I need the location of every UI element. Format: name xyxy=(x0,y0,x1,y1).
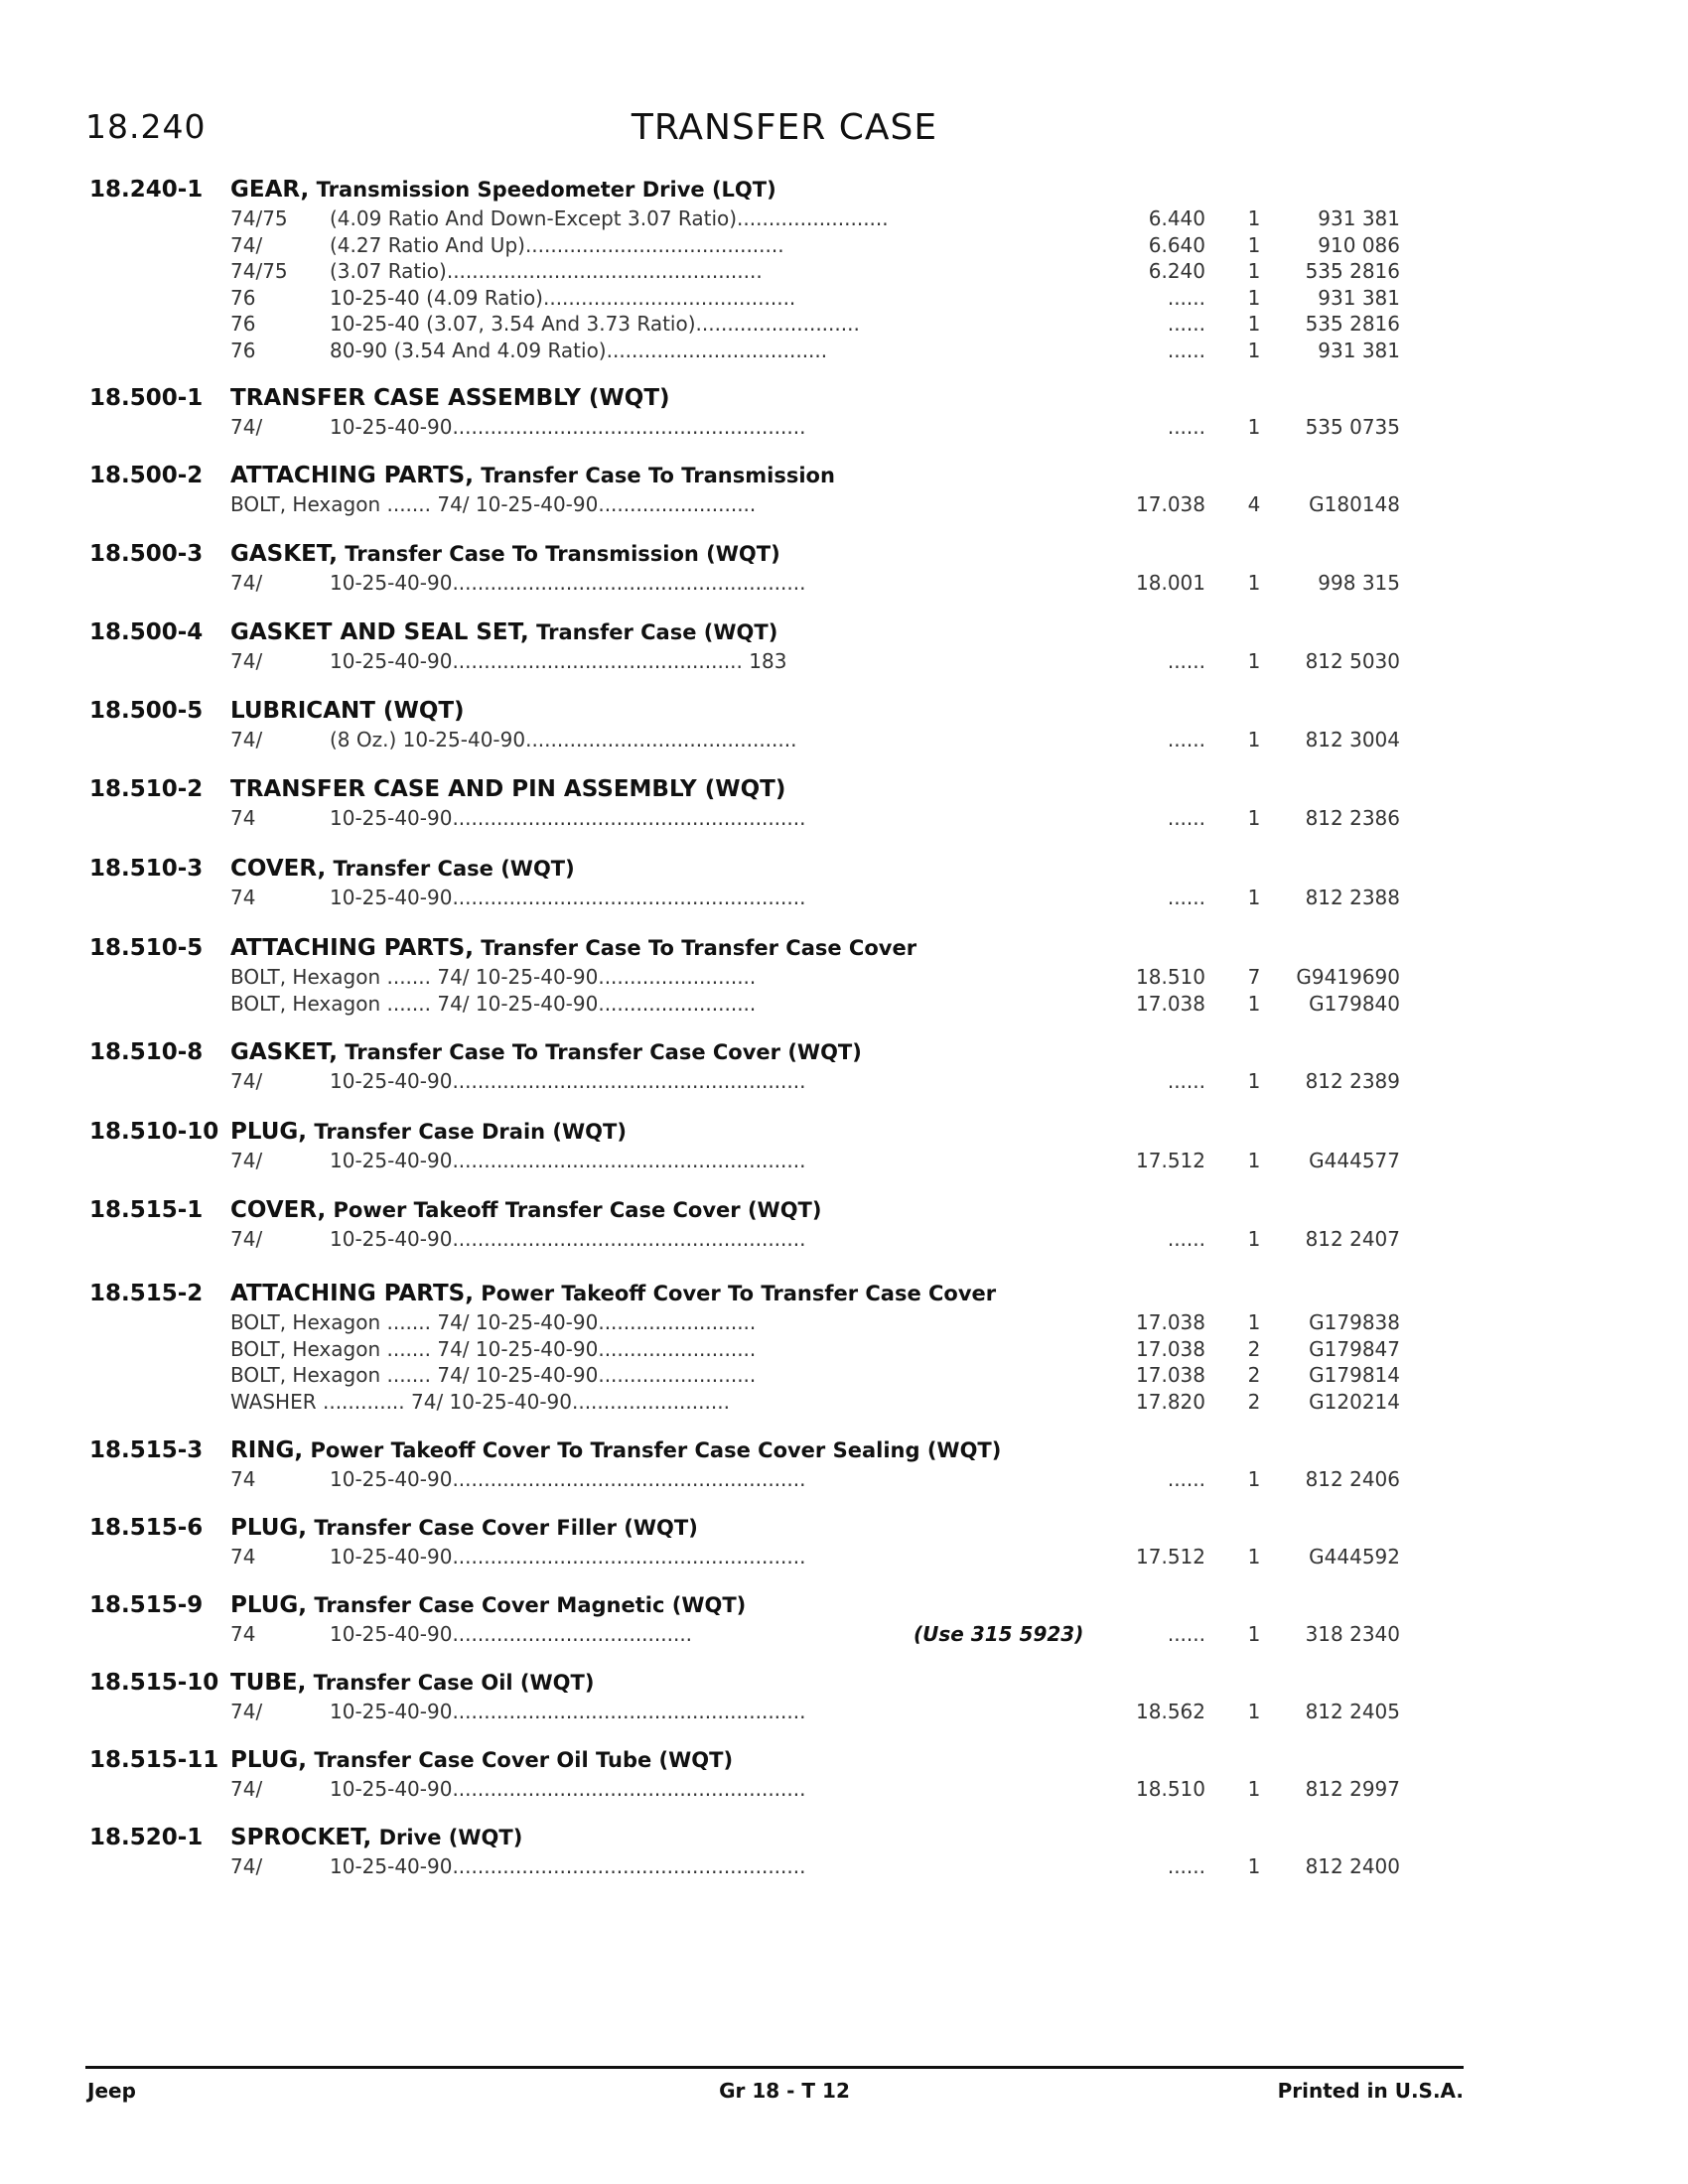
table-row xyxy=(0,233,1489,260)
quantity: 1 xyxy=(1247,1227,1261,1251)
table-row xyxy=(0,312,1489,339)
quantity: 1 xyxy=(1247,806,1261,830)
model-years: 74/75 xyxy=(230,259,288,283)
quantity: 1 xyxy=(1247,1622,1261,1646)
part-number: 931 381 xyxy=(1318,206,1400,230)
part-name: ATTACHING PARTS, xyxy=(230,463,474,488)
quantity: 1 xyxy=(1247,1700,1261,1723)
group-number: 17.038 xyxy=(1136,1336,1205,1361)
table-row xyxy=(0,649,1489,676)
part-number-ref: 18.515-1 xyxy=(89,1197,204,1223)
model-years: 74/ xyxy=(230,728,263,751)
part-number: 318 2340 xyxy=(1305,1622,1400,1646)
table-row xyxy=(0,1310,1489,1337)
footer-page-ref: Gr 18 - T 12 xyxy=(719,2079,850,2103)
part-number-ref: 18.510-3 xyxy=(89,856,204,882)
application-desc: 10-25-40-90........................................................ xyxy=(330,571,806,595)
part-description: Power Takeoff Transfer Case Cover (WQT) xyxy=(333,1198,822,1222)
table-row xyxy=(0,1777,1489,1804)
model-years: 74 xyxy=(230,806,256,830)
table-row xyxy=(0,206,1489,233)
part-title xyxy=(230,1747,733,1773)
footer-printed: Printed in U.S.A. xyxy=(1277,2079,1464,2103)
part-number-ref: 18.515-3 xyxy=(89,1437,204,1463)
model-years: 74/ xyxy=(230,571,263,595)
part-number: G444592 xyxy=(1309,1545,1400,1569)
application-desc: 10-25-40-90........................................................ xyxy=(330,886,806,909)
application-desc: (3.07 Ratio).................................................. xyxy=(330,259,763,283)
part-number-ref: 18.510-10 xyxy=(89,1119,219,1145)
application-desc: 10-25-40-90........................................................ xyxy=(330,1227,806,1251)
part-number-ref: 18.520-1 xyxy=(89,1825,204,1850)
part-description: Transfer Case To Transmission xyxy=(481,464,835,487)
part-title xyxy=(230,1592,746,1618)
part-number: 812 2386 xyxy=(1305,806,1400,830)
part-number-ref: 18.500-4 xyxy=(89,619,204,645)
model-years: 76 xyxy=(230,285,256,310)
part-name: GASKET AND SEAL SET, xyxy=(230,619,529,645)
part-number: 910 086 xyxy=(1318,232,1400,257)
part-name: ATTACHING PARTS, xyxy=(230,935,474,961)
part-number-ref: 18.510-2 xyxy=(89,776,204,802)
application-desc: 10-25-40-90........................................................ xyxy=(330,415,806,439)
table-row xyxy=(0,992,1489,1019)
model-years: 76 xyxy=(230,312,256,336)
model-years: 74/ xyxy=(230,1854,263,1878)
table-row xyxy=(0,1069,1489,1096)
quantity: 7 xyxy=(1247,965,1261,989)
group-number: 18.510 xyxy=(1136,965,1205,989)
group-number: ...... xyxy=(1167,806,1205,830)
part-number-ref: 18.515-9 xyxy=(89,1592,204,1618)
part-name: COVER, xyxy=(230,1197,327,1223)
part-number: G179838 xyxy=(1309,1310,1400,1334)
quantity: 1 xyxy=(1247,1149,1261,1172)
page-title: TRANSFER CASE xyxy=(631,107,938,148)
application-desc: WASHER ............. 74/ 10-25-40-90......................... xyxy=(230,1389,730,1414)
footer-brand: Jeep xyxy=(87,2079,136,2103)
application-desc: BOLT, Hexagon ....... 74/ 10-25-40-90......................... xyxy=(230,1336,757,1361)
part-title xyxy=(230,177,776,203)
model-years: 74/ xyxy=(230,1069,263,1093)
quantity: 1 xyxy=(1247,1310,1261,1334)
model-years: 74/ xyxy=(230,232,263,257)
group-number: ...... xyxy=(1167,338,1205,362)
quantity: 1 xyxy=(1247,1854,1261,1878)
table-row xyxy=(0,1337,1489,1364)
part-description: Transfer Case To Transfer Case Cover (WQT) xyxy=(345,1040,862,1064)
part-title xyxy=(230,1281,996,1306)
model-years: 74/ xyxy=(230,415,263,439)
quantity: 1 xyxy=(1247,206,1261,230)
group-number: ...... xyxy=(1167,415,1205,439)
table-row xyxy=(0,1622,1489,1649)
table-row xyxy=(0,571,1489,598)
quantity: 1 xyxy=(1247,1467,1261,1491)
application-desc: BOLT, Hexagon ....... 74/ 10-25-40-90......................... xyxy=(230,492,757,516)
part-number-ref: 18.510-5 xyxy=(89,935,204,961)
part-number-ref: 18.515-11 xyxy=(89,1747,219,1773)
part-title xyxy=(230,1437,1001,1463)
part-name: GEAR, xyxy=(230,177,310,203)
part-name: TRANSFER CASE ASSEMBLY (WQT) xyxy=(230,385,670,411)
part-description: Transfer Case To Transfer Case Cover xyxy=(481,936,917,960)
quantity: 1 xyxy=(1247,1545,1261,1569)
part-number: 812 2407 xyxy=(1305,1227,1400,1251)
quantity: 1 xyxy=(1247,1069,1261,1093)
part-name: COVER, xyxy=(230,856,327,882)
quantity: 2 xyxy=(1247,1336,1261,1361)
table-row xyxy=(0,728,1489,754)
part-number: G179840 xyxy=(1309,991,1400,1016)
part-title xyxy=(230,776,785,802)
part-number: 812 2406 xyxy=(1305,1467,1400,1491)
model-years: 74/ xyxy=(230,1777,263,1801)
part-name: PLUG, xyxy=(230,1747,307,1773)
table-row xyxy=(0,1854,1489,1881)
quantity: 1 xyxy=(1247,285,1261,310)
group-number: ...... xyxy=(1167,1069,1205,1093)
part-number-ref: 18.515-10 xyxy=(89,1670,219,1696)
group-number: 6.640 xyxy=(1148,232,1205,257)
part-name: RING, xyxy=(230,1437,304,1463)
model-years: 74/ xyxy=(230,649,263,673)
part-title xyxy=(230,1515,698,1541)
part-number: 812 2405 xyxy=(1305,1700,1400,1723)
part-title xyxy=(230,935,916,961)
part-description: Drive (WQT) xyxy=(378,1826,523,1849)
use-reference: (Use 315 5923) xyxy=(914,1622,1084,1646)
part-title xyxy=(230,1825,522,1850)
part-description: Transfer Case Drain (WQT) xyxy=(314,1120,627,1144)
part-number-ref: 18.500-2 xyxy=(89,463,204,488)
part-title xyxy=(230,1197,821,1223)
table-row xyxy=(0,1363,1489,1390)
quantity: 1 xyxy=(1247,338,1261,362)
part-name: GASKET, xyxy=(230,1039,338,1065)
quantity: 1 xyxy=(1247,649,1261,673)
model-years: 74/ xyxy=(230,1149,263,1172)
part-number: G120214 xyxy=(1309,1389,1400,1414)
part-number: 535 0735 xyxy=(1305,415,1400,439)
quantity: 1 xyxy=(1247,571,1261,595)
part-name: PLUG, xyxy=(230,1515,307,1541)
part-number-ref: 18.515-2 xyxy=(89,1281,204,1306)
part-description: Transfer Case To Transmission (WQT) xyxy=(345,542,780,566)
quantity: 1 xyxy=(1247,312,1261,336)
table-row xyxy=(0,286,1489,313)
group-number: 18.510 xyxy=(1136,1777,1205,1801)
group-number: 17.512 xyxy=(1136,1149,1205,1172)
group-number: ...... xyxy=(1167,1227,1205,1251)
table-row xyxy=(0,1227,1489,1254)
table-row xyxy=(0,1149,1489,1175)
table-row xyxy=(0,1390,1489,1417)
part-number: 812 2389 xyxy=(1305,1069,1400,1093)
application-desc: BOLT, Hexagon ....... 74/ 10-25-40-90......................... xyxy=(230,965,757,989)
table-row xyxy=(0,965,1489,992)
group-number: ...... xyxy=(1167,1622,1205,1646)
application-desc: 10-25-40-90........................................................ xyxy=(330,1149,806,1172)
part-number: 812 2388 xyxy=(1305,886,1400,909)
quantity: 2 xyxy=(1247,1363,1261,1387)
part-name: PLUG, xyxy=(230,1119,307,1145)
application-desc: 10-25-40-90.............................................. 183 xyxy=(330,649,787,673)
part-number: 535 2816 xyxy=(1305,259,1400,283)
application-desc: 80-90 (3.54 And 4.09 Ratio)................................... xyxy=(330,338,828,362)
part-number: 812 2997 xyxy=(1305,1777,1400,1801)
part-number: 931 381 xyxy=(1318,338,1400,362)
table-row xyxy=(0,886,1489,912)
part-number: 812 2400 xyxy=(1305,1854,1400,1878)
section-number: 18.240 xyxy=(85,107,207,146)
application-desc: 10-25-40-90........................................................ xyxy=(330,1545,806,1569)
group-number: ...... xyxy=(1167,285,1205,310)
part-number: G444577 xyxy=(1309,1149,1400,1172)
application-desc: 10-25-40-90........................................................ xyxy=(330,1467,806,1491)
part-number-ref: 18.500-5 xyxy=(89,698,204,724)
model-years: 74 xyxy=(230,1622,256,1646)
group-number: 6.240 xyxy=(1148,259,1205,283)
part-number: 998 315 xyxy=(1318,571,1400,595)
quantity: 1 xyxy=(1247,232,1261,257)
part-number: 812 3004 xyxy=(1305,728,1400,751)
group-number: ...... xyxy=(1167,312,1205,336)
group-number: ...... xyxy=(1167,1467,1205,1491)
application-desc: BOLT, Hexagon ....... 74/ 10-25-40-90......................... xyxy=(230,1310,757,1334)
model-years: 74/ xyxy=(230,1227,263,1251)
part-title xyxy=(230,619,777,645)
application-desc: 10-25-40-90........................................................ xyxy=(330,1777,806,1801)
model-years: 74 xyxy=(230,886,256,909)
group-number: ...... xyxy=(1167,886,1205,909)
application-desc: (4.27 Ratio And Up)......................................... xyxy=(330,232,784,257)
part-name: SPROCKET, xyxy=(230,1825,372,1850)
part-name: TUBE, xyxy=(230,1670,307,1696)
part-number: G179814 xyxy=(1309,1363,1400,1387)
part-description: Power Takeoff Cover To Transfer Case Cover xyxy=(481,1282,997,1305)
group-number: 18.001 xyxy=(1136,571,1205,595)
application-desc: 10-25-40-90........................................................ xyxy=(330,806,806,830)
model-years: 74 xyxy=(230,1545,256,1569)
quantity: 1 xyxy=(1247,1777,1261,1801)
table-row xyxy=(0,1545,1489,1571)
part-description: Transfer Case Cover Magnetic (WQT) xyxy=(314,1593,747,1617)
part-description: Power Takeoff Cover To Transfer Case Cover Sealing (WQT) xyxy=(310,1438,1002,1462)
application-desc: BOLT, Hexagon ....... 74/ 10-25-40-90......................... xyxy=(230,1363,757,1387)
quantity: 4 xyxy=(1247,492,1261,516)
part-name: ATTACHING PARTS, xyxy=(230,1281,474,1306)
table-row xyxy=(0,415,1489,442)
part-title xyxy=(230,1670,594,1696)
quantity: 1 xyxy=(1247,415,1261,439)
group-number: 18.562 xyxy=(1136,1700,1205,1723)
group-number: 6.440 xyxy=(1148,206,1205,230)
model-years: 74/75 xyxy=(230,206,288,230)
group-number: 17.038 xyxy=(1136,492,1205,516)
group-number: ...... xyxy=(1167,1854,1205,1878)
quantity: 1 xyxy=(1247,259,1261,283)
part-description: Transfer Case Oil (WQT) xyxy=(313,1671,595,1695)
part-number-ref: 18.510-8 xyxy=(89,1039,204,1065)
application-desc: 10-25-40-90........................................................ xyxy=(330,1700,806,1723)
quantity: 1 xyxy=(1247,728,1261,751)
table-row xyxy=(0,339,1489,365)
part-description: Transmission Speedometer Drive (LQT) xyxy=(316,178,776,202)
table-row xyxy=(0,1467,1489,1494)
application-desc: (4.09 Ratio And Down-Except 3.07 Ratio)........................ xyxy=(330,206,889,230)
group-number: 17.512 xyxy=(1136,1545,1205,1569)
quantity: 1 xyxy=(1247,886,1261,909)
part-title xyxy=(230,541,780,567)
part-name: PLUG, xyxy=(230,1592,307,1618)
quantity: 2 xyxy=(1247,1389,1261,1414)
part-title xyxy=(230,1119,627,1145)
application-desc: 10-25-40-90...................................... xyxy=(330,1622,693,1646)
application-desc: BOLT, Hexagon ....... 74/ 10-25-40-90......................... xyxy=(230,991,757,1016)
model-years: 76 xyxy=(230,338,256,362)
group-number: ...... xyxy=(1167,649,1205,673)
part-number: 812 5030 xyxy=(1305,649,1400,673)
application-desc: 10-25-40-90........................................................ xyxy=(330,1854,806,1878)
part-name: TRANSFER CASE AND PIN ASSEMBLY (WQT) xyxy=(230,776,786,802)
application-desc: (8 Oz.) 10-25-40-90........................................... xyxy=(330,728,797,751)
part-title xyxy=(230,385,670,411)
group-number: ...... xyxy=(1167,728,1205,751)
part-description: Transfer Case Cover Oil Tube (WQT) xyxy=(314,1748,734,1772)
part-name: LUBRICANT (WQT) xyxy=(230,698,465,724)
part-number: G179847 xyxy=(1309,1336,1400,1361)
table-row xyxy=(0,1700,1489,1726)
part-name: GASKET, xyxy=(230,541,338,567)
application-desc: 10-25-40 (4.09 Ratio)........................................ xyxy=(330,285,796,310)
group-number: 17.038 xyxy=(1136,991,1205,1016)
model-years: 74 xyxy=(230,1467,256,1491)
part-title xyxy=(230,1039,862,1065)
application-desc: 10-25-40-90........................................................ xyxy=(330,1069,806,1093)
part-number-ref: 18.500-3 xyxy=(89,541,204,567)
part-title xyxy=(230,856,575,882)
group-number: 17.820 xyxy=(1136,1389,1205,1414)
part-number-ref: 18.240-1 xyxy=(89,177,204,203)
part-number-ref: 18.500-1 xyxy=(89,385,204,411)
quantity: 1 xyxy=(1247,991,1261,1016)
table-row xyxy=(0,492,1489,519)
part-number: 931 381 xyxy=(1318,285,1400,310)
part-title xyxy=(230,463,835,488)
part-title xyxy=(230,698,465,724)
part-description: Transfer Case (WQT) xyxy=(536,620,778,644)
part-number-ref: 18.515-6 xyxy=(89,1515,204,1541)
footer-rule xyxy=(85,2066,1464,2069)
part-description: Transfer Case (WQT) xyxy=(333,857,575,881)
application-desc: 10-25-40 (3.07, 3.54 And 3.73 Ratio).......................... xyxy=(330,312,860,336)
group-number: 17.038 xyxy=(1136,1363,1205,1387)
table-row xyxy=(0,259,1489,286)
part-number: G9419690 xyxy=(1296,965,1400,989)
group-number: 17.038 xyxy=(1136,1310,1205,1334)
part-description: Transfer Case Cover Filler (WQT) xyxy=(314,1516,698,1540)
part-number: G180148 xyxy=(1309,492,1400,516)
table-row xyxy=(0,806,1489,833)
part-number: 535 2816 xyxy=(1305,312,1400,336)
model-years: 74/ xyxy=(230,1700,263,1723)
